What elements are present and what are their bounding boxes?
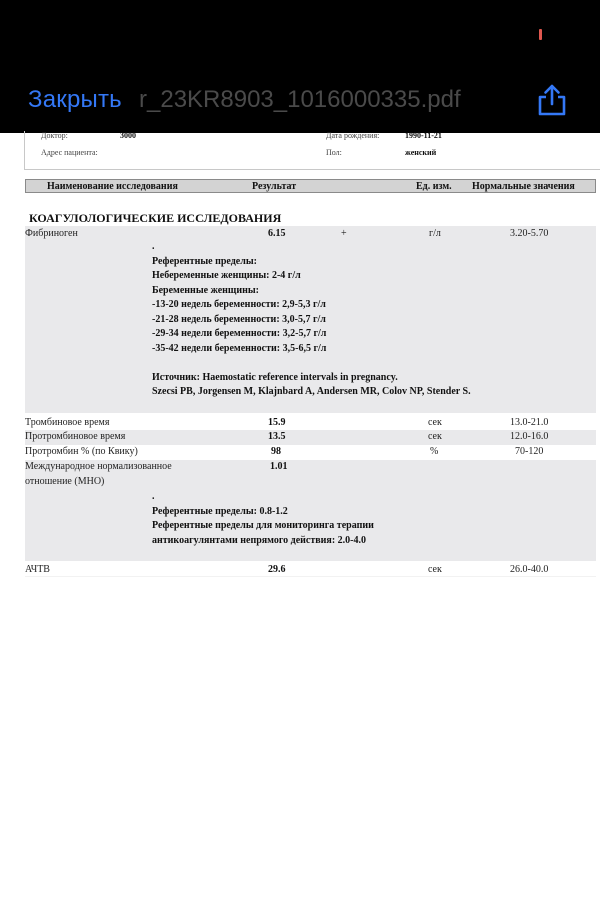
test-unit: сек: [428, 431, 442, 442]
patient-info-box: [24, 131, 600, 170]
share-icon[interactable]: [536, 83, 568, 117]
test-name-continued: отношение (МНО): [25, 476, 105, 487]
test-name: Протромбин % (по Квику): [25, 446, 138, 457]
test-result: 13.5: [268, 431, 286, 442]
note-line: -29-34 недели беременности: 3,2-5,7 г/л: [152, 328, 327, 339]
test-normal-range: 26.0-40.0: [510, 564, 549, 575]
test-normal-range: 70-120: [515, 446, 544, 457]
birthdate-label: Дата рождения:: [326, 131, 380, 140]
header-result: Результат: [252, 181, 297, 192]
test-normal-range: 12.0-16.0: [510, 431, 549, 442]
table-row: [25, 445, 596, 460]
doctor-label: Доктор:: [41, 131, 68, 140]
sex-label: Пол:: [326, 148, 342, 157]
note-line: -21-28 недель беременности: 3,0-5,7 г/л: [152, 313, 326, 325]
note-line: Референтные пределы:: [152, 255, 257, 267]
note-line: Референтные пределы: 0.8-1.2: [152, 505, 288, 517]
pdf-document[interactable]: [0, 133, 600, 902]
recording-indicator: [539, 29, 542, 40]
header-unit: Ед. изм.: [416, 181, 452, 192]
test-normal-range: 3.20-5.70: [510, 228, 549, 239]
note-line: .: [152, 241, 155, 252]
test-result: 1.01: [270, 461, 288, 472]
reference-note: [152, 490, 374, 548]
file-title: r_23KR8903_1016000335.pdf: [139, 86, 461, 113]
reference-note: [152, 240, 471, 400]
table-header: [25, 179, 596, 193]
close-button[interactable]: Закрыть: [28, 86, 122, 113]
test-normal-range: 13.0-21.0: [510, 417, 549, 428]
section-title: КОАГУЛОЛОГИЧЕСКИЕ ИССЛЕДОВАНИЯ: [29, 211, 282, 225]
note-line: Источник: Haemostatic reference intervals in pregnancy.: [152, 371, 398, 383]
test-name: Протромбиновое время: [25, 431, 126, 442]
table-row: [25, 460, 596, 561]
note-line: Референтные пределы для мониторинга терапии: [152, 520, 374, 531]
test-name: АЧТВ: [25, 564, 50, 575]
address-label: Адрес пациента:: [41, 148, 98, 157]
note-line: .: [152, 491, 155, 502]
test-result: 98: [271, 446, 281, 457]
note-line: -35-42 недели беременности: 3,5-6,5 г/л: [152, 342, 327, 354]
table-row: [25, 430, 596, 445]
doctor-value: 3000: [120, 131, 136, 140]
test-unit: сек: [428, 564, 442, 575]
test-name: Тромбиновое время: [25, 417, 110, 428]
abnormal-flag: +: [341, 228, 347, 239]
note-spacer: [152, 356, 471, 371]
test-unit: г/л: [429, 228, 441, 239]
sex-value: женский: [405, 148, 437, 157]
test-result: 6.15: [268, 228, 286, 239]
birthdate-value: 1990-11-21: [405, 131, 442, 140]
test-unit: сек: [428, 417, 442, 428]
note-line: -13-20 недель беременности: 2,9-5,3 г/л: [152, 299, 326, 310]
test-name: Международное нормализованное: [25, 461, 172, 472]
test-result: 15.9: [268, 417, 286, 428]
note-line: Szecsi PB, Jorgensen M, Klajnbard A, Andersen MR, Colov NP, Stender S.: [152, 386, 471, 397]
header-test-name: Наименование исследования: [47, 181, 178, 192]
test-name: Фибриноген: [25, 228, 78, 239]
test-unit: %: [430, 446, 439, 457]
table-row: [25, 226, 596, 413]
note-line: Небеременные женщины: 2-4 г/л: [152, 270, 301, 281]
viewer-top-bar: [0, 0, 600, 133]
table-row: [25, 562, 596, 577]
table-row: [25, 415, 596, 430]
note-line: Беременные женщины:: [152, 284, 259, 296]
header-normal-values: Нормальные значения: [472, 181, 575, 192]
note-line: антикоагулянтами непрямого действия: 2.0-4.0: [152, 534, 366, 546]
test-result: 29.6: [268, 564, 286, 575]
